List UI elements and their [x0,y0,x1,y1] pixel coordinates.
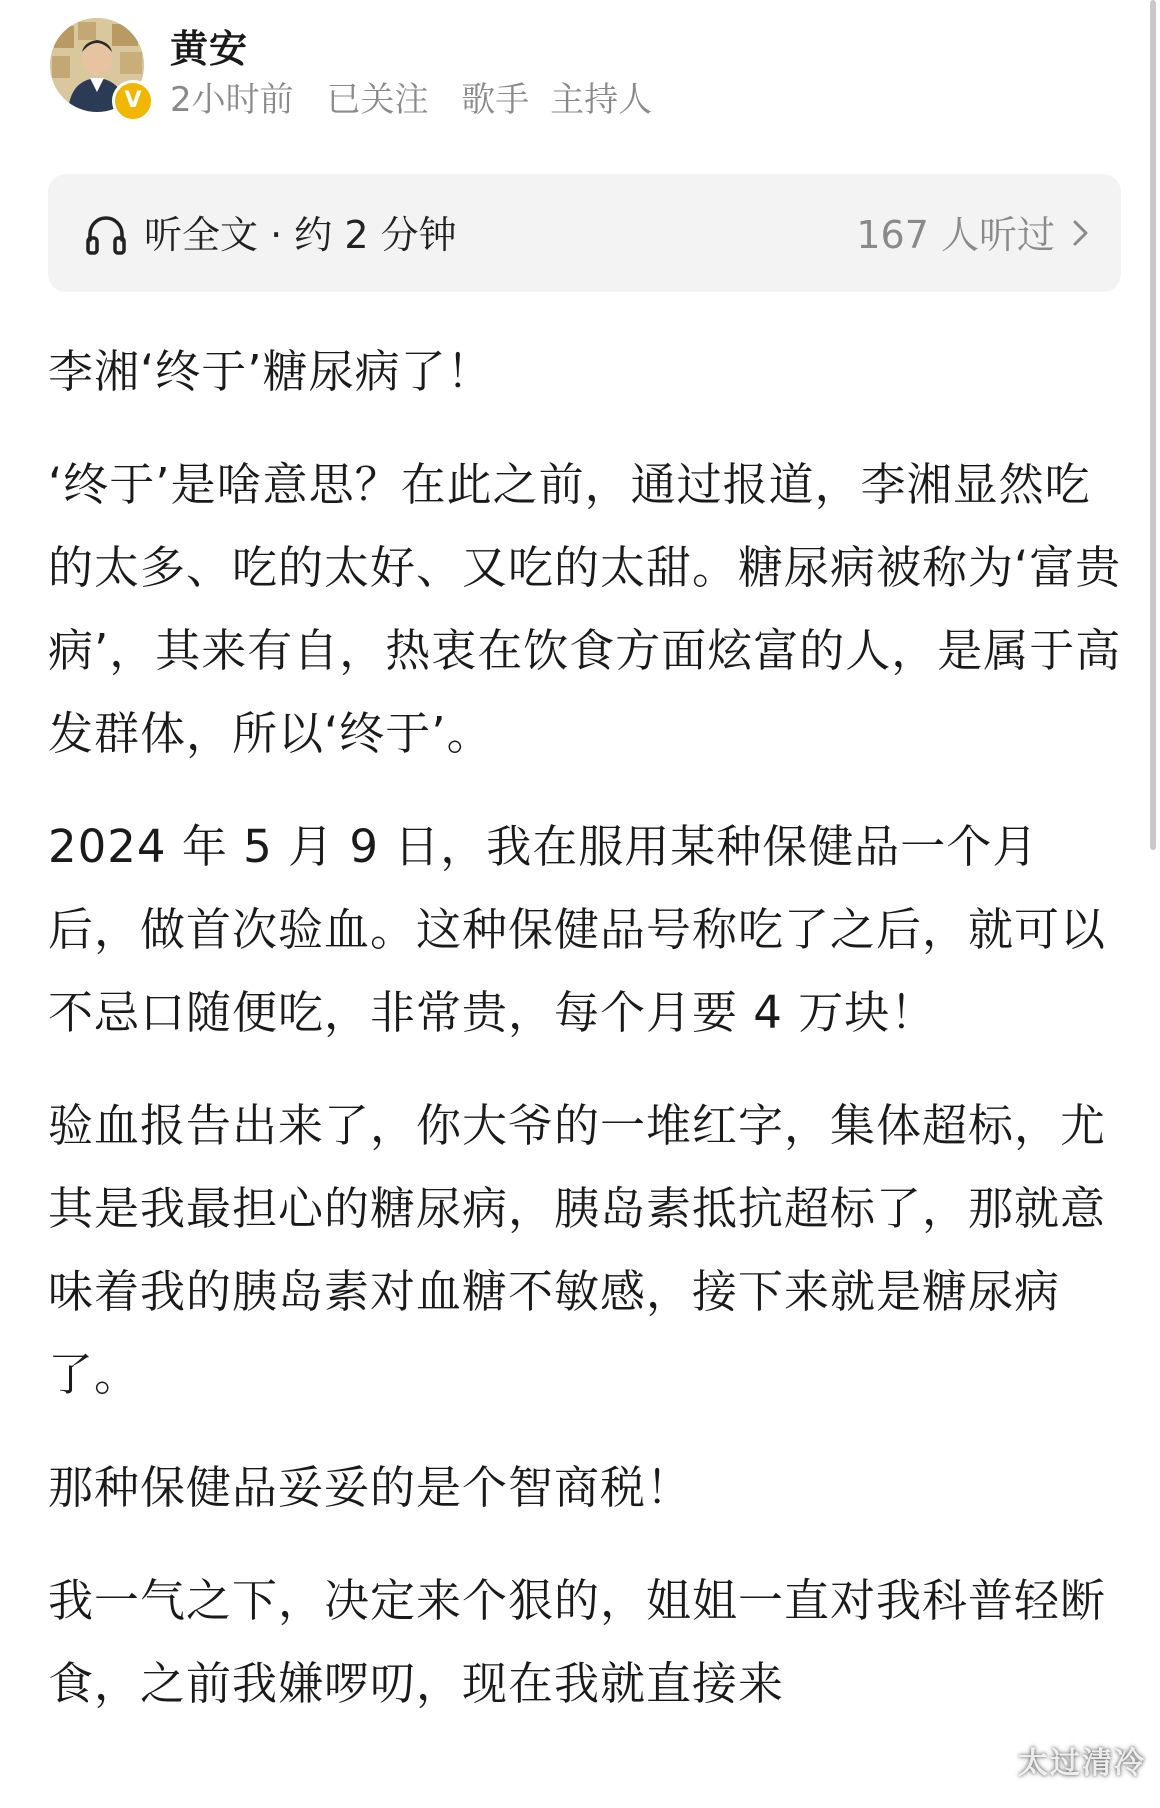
listen-label: 听全文 · 约 2 分钟 [144,213,457,257]
author-tag-1: 歌手 [461,80,530,120]
author-tag-2: 主持人 [550,80,653,120]
verified-badge-icon: V [112,80,154,122]
article-body [48,330,1128,1755]
watermark: 太过清冷 [1018,1746,1146,1781]
article-paragraph: 我一气之下，决定来个狠的，姐姐一直对我科普轻断食，之前我嫌啰叨，现在我就直接来 [48,1574,1107,1710]
article-paragraph: 2024 年 5 月 9 日，我在服用某种保健品一个月后，做首次验血。这种保健品号称吃了之后，就可以不忌口随便吃，非常贵，每个月要 4 万块！ [48,820,1107,1039]
post-meta [170,72,674,121]
post-header [50,14,1100,124]
listen-full-text-bar[interactable] [48,174,1121,292]
post-time: 2小时前 [170,80,294,120]
headphones-icon [84,212,128,256]
follow-status[interactable]: 已关注 [326,80,429,120]
author-name[interactable]: 黄安 [170,27,249,71]
article-paragraph: 李湘‘终于’糖尿病了！ [48,345,493,398]
article-paragraph: ‘终于’是啥意思？在此之前，通过报道，李湘显然吃的太多、吃的太好、又吃的太甜。糖尿病被称为‘富贵病’，其来有自，热衷在饮食方面炫富的人，是属于高发群体，所以‘终于’。 [48,458,1122,760]
listen-count: 167 人听过 [856,213,1055,257]
article-paragraph: 那种保健品妥妥的是个智商税！ [48,1461,693,1514]
chevron-right-icon [1071,218,1091,248]
scrollbar[interactable] [1150,0,1156,850]
article-paragraph: 验血报告出来了，你大爷的一堆红字，集体超标，尤其是我最担心的糖尿病，胰岛素抵抗超标了，那就意味着我的胰岛素对血糖不敏感，接下来就是糖尿病了。 [48,1099,1107,1401]
